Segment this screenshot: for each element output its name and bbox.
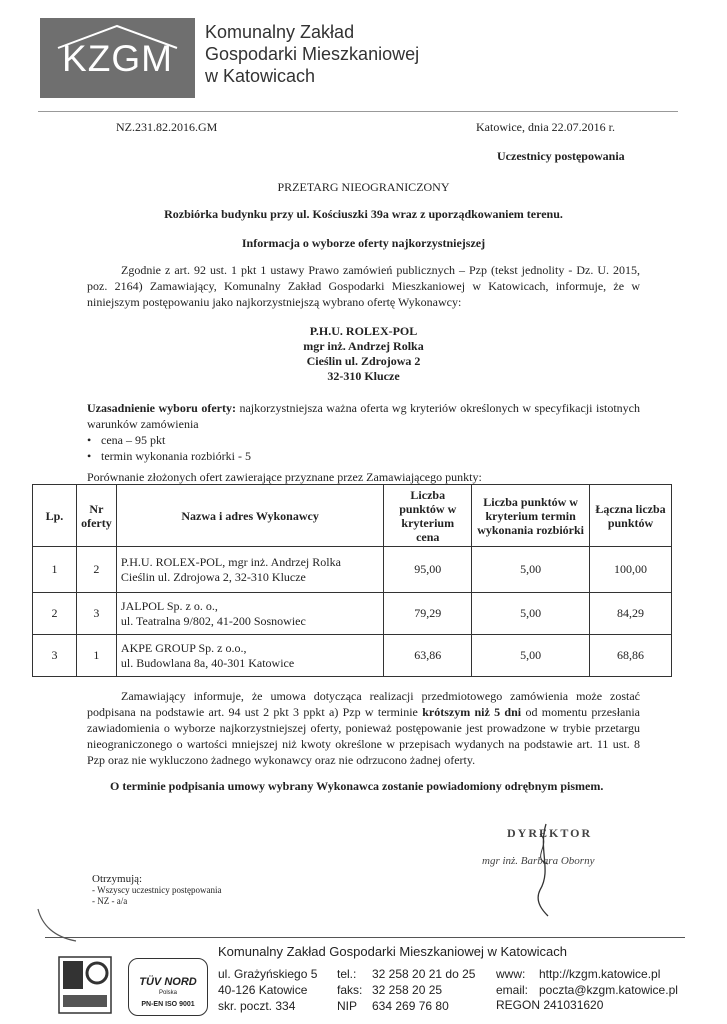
- cell-name: [116, 547, 383, 593]
- table-row: [33, 593, 672, 635]
- distribution-item: - Wszyscy uczestnicy postępowania: [92, 885, 222, 895]
- tuv-country: Polska: [158, 990, 177, 996]
- header-total: Łączna liczba punktów: [590, 485, 672, 547]
- table-header-row: [33, 485, 672, 547]
- distribution-label: Otrzymują:: [92, 873, 143, 885]
- notice-text: O terminie podpisania umowy wybrany Wykonawca zostanie powiadomiony odrębnym pismem.: [110, 779, 604, 793]
- footer-pobox: skr. poczt. 334: [218, 999, 296, 1013]
- intro-paragraph: Zgodnie z art. 92 ust. 1 pkt 1 ustawy Prawo zamówień publicznych – Pzp (tekst jednolity - Dz. U. 2015, poz. 2164) Zamawiający, Komunalny Zakład Gospodarki Mieszkaniowej w Katowicach, informuje, że w niniejszym postępowaniu jako najkorzystniejszą wybrano ofertę Wykonawcy:: [87, 263, 640, 309]
- footer-divider: [45, 937, 685, 938]
- justification-text: najkorzystniejsza ważna oferta wg kryteriów określonych w specyfikacji istotnych warunków zamówienia: [87, 401, 640, 431]
- cell-offer-no: 1: [76, 635, 116, 677]
- criteria-list: [87, 432, 251, 464]
- footer-email-link[interactable]: poczta@kzgm.katowice.pl: [539, 983, 678, 997]
- company-name-line-2: Gospodarki Mieszkaniowej: [205, 44, 420, 64]
- header-term-points: Liczba punktów w kryterium termin wykonania rozbiórki: [472, 485, 590, 547]
- logo-text: KZGM: [62, 38, 173, 79]
- header-lp: Lp.: [33, 485, 77, 547]
- cell-price: 79,29: [384, 593, 472, 635]
- footer-fax-label: faks:: [337, 983, 363, 997]
- footer-regon: REGON 241031620: [496, 998, 604, 1012]
- cell-name-line-2: ul. Budowlana 8a, 40-301 Katowice: [120, 655, 295, 670]
- place-date: Katowice, dnia 22.07.2016 r.: [476, 120, 615, 134]
- company-name-line-1: Komunalny Zakład: [205, 22, 355, 42]
- footer-fax: 32 258 20 25: [372, 983, 443, 997]
- contract-paragraph: [87, 688, 640, 768]
- cell-name-line-1: AKPE GROUP Sp. z o.o.,: [120, 640, 247, 655]
- footer-web-values: [539, 966, 678, 998]
- cell-name-line-1: P.H.U. ROLEX-POL, mgr inż. Andrzej Rolka: [120, 554, 341, 569]
- contract-deadline: krótszym niż 5 dni: [422, 705, 522, 719]
- footer-swoosh: [30, 905, 80, 945]
- cell-total: 68,86: [590, 635, 672, 677]
- cell-name: [116, 635, 383, 677]
- offers-table: [32, 484, 672, 677]
- footer-www-link[interactable]: http://kzgm.katowice.pl: [539, 967, 661, 981]
- table-row: [33, 635, 672, 677]
- cell-name-line-2: ul. Teatralna 9/802, 41-200 Sosnowiec: [120, 613, 306, 628]
- footer-contact-values: [372, 966, 475, 1014]
- footer-street: ul. Grażyńskiego 5: [218, 967, 318, 981]
- signature-name: mgr inż. Barbara Oborny: [482, 855, 595, 867]
- winner-name: P.H.U. ROLEX-POL: [309, 324, 418, 338]
- winner-block: [0, 324, 727, 384]
- criterion-price: • cena – 95 pkt: [87, 432, 251, 448]
- distribution-block: [92, 874, 222, 907]
- header-name: Nazwa i adres Wykonawcy: [116, 485, 383, 547]
- justification-label: Uzasadnienie wyboru oferty:: [87, 401, 236, 415]
- cell-term: 5,00: [472, 547, 590, 593]
- cell-price: 63,86: [384, 635, 472, 677]
- footer-tel: 32 258 20 21 do 25: [372, 967, 476, 981]
- winner-person: mgr inż. Andrzej Rolka: [303, 339, 424, 353]
- footer-address: [218, 966, 317, 1014]
- tuv-brand: TÜV NORD: [139, 976, 197, 988]
- cell-term: 5,00: [472, 635, 590, 677]
- tender-heading: PRZETARG NIEOGRANICZONY: [277, 180, 450, 194]
- footer-company: Komunalny Zakład Gospodarki Mieszkaniowej w Katowicach: [218, 944, 567, 959]
- cell-term: 5,00: [472, 593, 590, 635]
- footer-web-labels: [496, 966, 528, 998]
- cell-lp: 1: [33, 547, 77, 593]
- cell-name: [116, 593, 383, 635]
- footer-www-label: www:: [496, 967, 526, 981]
- header-price-points: Liczba punktów w kryterium cena: [384, 485, 472, 547]
- header-divider: [38, 111, 678, 112]
- cell-price: 95,00: [384, 547, 472, 593]
- footer-tel-label: tel.:: [337, 967, 357, 981]
- info-title: Informacja o wyborze oferty najkorzystniejszej: [241, 236, 486, 250]
- signature-title: DYREKTOR: [507, 826, 593, 840]
- signature-scribble: [518, 820, 578, 920]
- cell-total: 84,29: [590, 593, 672, 635]
- table-row: [33, 547, 672, 593]
- recipient: Uczestnicy postępowania: [497, 149, 625, 163]
- tender-subject: Rozbiórka budynku przy ul. Kościuszki 39a wraz z uporządkowaniem terenu.: [164, 207, 563, 221]
- table-caption: Porównanie złożonych ofert zawierające przyznane przez Zamawiającego punkty:: [87, 470, 482, 484]
- winner-city: 32-310 Klucze: [327, 369, 400, 383]
- reference-number: NZ.231.82.2016.GM: [116, 120, 218, 134]
- cell-total: 100,00: [590, 547, 672, 593]
- footer-nip-label: NIP: [337, 999, 358, 1013]
- cell-name-line-2: Cieślin ul. Zdrojowa 2, 32-310 Klucze: [120, 569, 306, 584]
- criterion-term: • termin wykonania rozbiórki - 5: [87, 448, 251, 464]
- contract-text-1: Zamawiający informuje, że umowa dotycząca realizacji przedmiotowego zamówienia może zostać podpisana na podstawie art. 94 ust 2 pkt 3 ppkt a) Pzp w terminie: [87, 689, 640, 719]
- footer-contact-labels: [337, 966, 362, 1014]
- contract-text-2: od momentu przesłania zawiadomienia o wyborze najkorzystniejszej oferty, ponieważ postępowanie jest prowadzone w trybie przetargu nieograniczonego o wartości mniejszej niż kwoty określone w przepisach wydanych na podstawie art. 11 ust. 8 Pzp oraz nie wykluczono żadnego wykonawcy oraz nie odrzucono żadnej oferty.: [87, 705, 641, 767]
- cell-lp: 3: [33, 635, 77, 677]
- tuv-norm: PN-EN ISO 9001: [141, 1001, 195, 1008]
- winner-street: Cieślin ul. Zdrojowa 2: [306, 354, 421, 368]
- coat-of-arms-icon: [57, 955, 113, 1015]
- company-name-line-3: w Katowicach: [205, 66, 316, 86]
- footer-city: 40-126 Katowice: [218, 983, 308, 997]
- cell-offer-no: 2: [76, 547, 116, 593]
- cell-name-line-1: JALPOL Sp. z o. o.,: [120, 598, 218, 613]
- footer-email-label: email:: [496, 983, 529, 997]
- cell-offer-no: 3: [76, 593, 116, 635]
- header-offer-no: Nr oferty: [76, 485, 116, 547]
- cell-lp: 2: [33, 593, 77, 635]
- footer-nip: 634 269 76 80: [372, 999, 449, 1013]
- justification-paragraph: [87, 400, 640, 432]
- distribution-item: - NZ - a/a: [92, 896, 128, 906]
